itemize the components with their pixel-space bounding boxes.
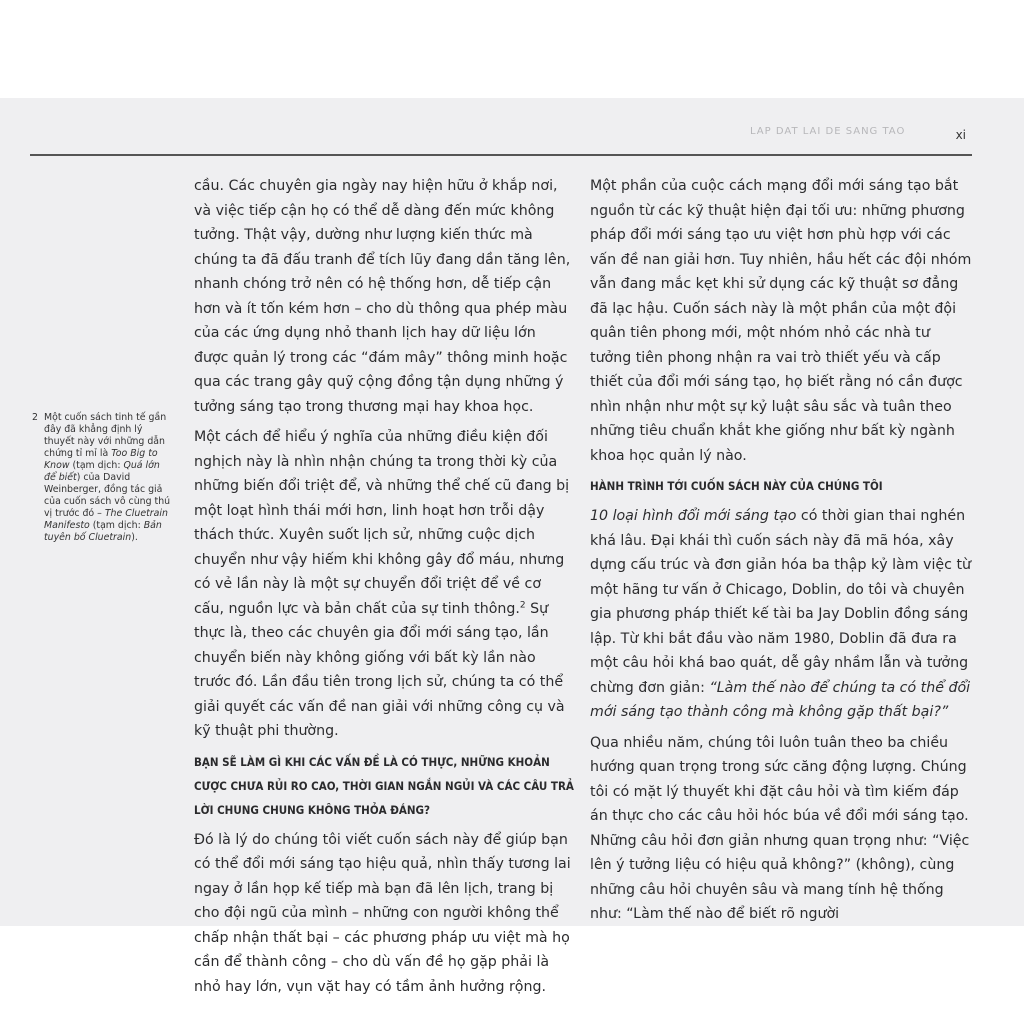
paragraph-text: Một cách để hiểu ý nghĩa của những điều kiện đối nghịch này là nhìn nhận chúng ta trong thời kỳ của những biến đổi triệt để, và những thể chế cũ đang bị một loạt hình thái mới hơn, linh hoạt hơn trỗi dậy thách thức. Xuyên suốt lịch sử, những cuộc dịch chuyển như vậy hiếm khi không gây đổ máu, nhưng có vẻ lần này là một sự chuyển đổi triệt để về cơ cấu, nguồn lực và bản chất của sự tinh thông. (194, 429, 570, 617)
right-column (590, 174, 974, 933)
body-paragraph (590, 504, 974, 725)
footnote-book-title-vi: Bản tuyên bố Cluetrain (44, 520, 162, 543)
body-paragraph (194, 425, 574, 744)
left-column (194, 174, 574, 1005)
body-paragraph: cầu. Các chuyên gia ngày nay hiện hữu ở khắp nơi, và việc tiếp cận họ có thể dễ dàng đến mức không tưởng. Thật vậy, dường như lượng kiến thức mà chúng ta đã đấu tranh để tích lũy đang dần tăng lên, nhanh chóng trở nên có hệ thống hơn, dễ tiếp cận hơn và ít tốn kém hơn – cho dù thông qua phép màu của các ứng dụng nhỏ thanh lịch hay dữ liệu lớn được quản lý trong các “đám mây” thông minh hoặc qua các trang gây quỹ cộng đồng tận dụng những ý tưởng sáng tạo trong thương mại hay khoa học. (194, 178, 571, 415)
footnote-text (44, 412, 174, 544)
footnote-reference[interactable]: 2 (519, 599, 526, 610)
body-paragraph: Qua nhiều năm, chúng tôi luôn tuân theo ba chiều hướng quan trọng trong sức căng động lượng. Chúng tôi có mặt lý thuyết khi đặt câu hỏi và tìm kiếm đáp án thực cho các câu hỏi hóc búa về đổi mới sáng tạo. Những câu hỏi đơn giản nhưng quan trọng như: “Việc lên ý tưởng liệu có hiệu quả không?” (không), cùng những câu hỏi chuyên sâu và mang tính hệ thống như: “Làm thế nào để biết rõ người (590, 734, 970, 922)
book-page (0, 98, 1024, 995)
footnote-text-part: ) của David Weinberger, đồng tác giả của cuốn sách vô cùng thú vị trước đó – (44, 472, 171, 519)
footnote-text-part: Một cuốn sách tinh tế gần đây đã khẳng định lý thuyết này với những dẫn chứng tỉ mỉ là (44, 412, 167, 459)
footnote-text-part: (tạm dịch: (69, 460, 124, 471)
paragraph-text: Sự thực là, theo các chuyên gia đổi mới sáng tạo, lần chuyển biến này không giống với bất kỳ lần nào trước đó. Lần đầu tiên trong lịch sử, chúng ta có thể giải quyết các vấn đề nan giải với những công cụ và kỹ thuật phi thường. (194, 600, 565, 739)
page-number: xi (955, 128, 966, 142)
running-head: LAP DAT LAI DE SANG TAO (750, 126, 906, 137)
paragraph-text: có thời gian thai nghén khá lâu. Đại khái thì cuốn sách này đã mã hóa, xây dựng cấu trúc và đơn giản hóa ba thập kỷ làm việc từ một hãng tư vấn ở Chicago, Doblin, do tôi và chuyên gia phương pháp thiết kế tài ba Jay Doblin đồng sáng lập. Từ khi bắt đầu vào năm 1980, Doblin đã đưa ra một câu hỏi khá bao quát, dễ gây nhầm lẫn và tưởng chừng đơn giản: (590, 508, 971, 696)
body-paragraph: Một phần của cuộc cách mạng đổi mới sáng tạo bắt nguồn từ các kỹ thuật hiện đại tối ưu: những phương pháp đổi mới sáng tạo ưu việt hơn phù hợp với các vấn đề nan giải hơn. Tuy nhiên, hầu hết các đội nhóm vẫn đang mắc kẹt khi sử dụng các kỹ thuật sơ đẳng đã lạc hậu. Cuốn sách này là một phần của một đội quân tiên phong mới, một nhóm nhỏ các nhà tư tưởng tiên phong nhận ra vai trò thiết yếu và cấp thiết của đổi mới sáng tạo, họ biết rằng nó cần được nhìn nhận như một sự kỷ luật sâu sắc và tuân theo những tiêu chuẩn khắt khe giống như bất kỳ ngành khoa học quản lý nào. (590, 178, 972, 464)
footnote-number: 2 (32, 412, 38, 423)
section-heading: HÀNH TRÌNH TỚI CUỐN SÁCH NÀY CỦA CHÚNG TÔI (590, 479, 883, 493)
italic-quote: “Làm thế nào để chúng ta có thể đổi mới sáng tạo thành công mà không gặp thất bại?” (590, 679, 971, 720)
footnote-book-title: Too Big to Know (44, 448, 158, 471)
header-rule (30, 154, 972, 156)
footnote-book-title: The Cluetrain Manifesto (44, 508, 168, 531)
book-title: 10 loại hình đổi mới sáng tạo (590, 508, 797, 524)
footnote-text-part: (tạm dịch: (89, 520, 144, 531)
footnote-text-part: ). (131, 532, 138, 543)
section-heading: BẠN SẼ LÀM GÌ KHI CÁC VẤN ĐỀ LÀ CÓ THỰC, NHỮNG KHOẢN CƯỢC CHƯA RỦI RO CAO, THỜI GIAN NGẮN NGỦI VÀ CÁC CÂU TRẢ LỜI CHUNG CHUNG KHÔNG THỎA ĐÁNG? (194, 754, 574, 817)
body-paragraph: Đó là lý do chúng tôi viết cuốn sách này để giúp bạn có thể đổi mới sáng tạo hiệu quả, nhìn thấy tương lai ngay ở lần họp kế tiếp mà bạn đã lên lịch, trang bị cho đội ngũ của mình – những con người không thể chấp nhận thất bại – các phương pháp ưu việt mà họ cần để thành công – cho dù vấn đề họ gặp phải là nhỏ hay lớn, vụn vặt hay có tầm ảnh hưởng rộng. (194, 831, 571, 995)
footnote-book-title-vi: Quá lớn để biết (44, 460, 160, 483)
